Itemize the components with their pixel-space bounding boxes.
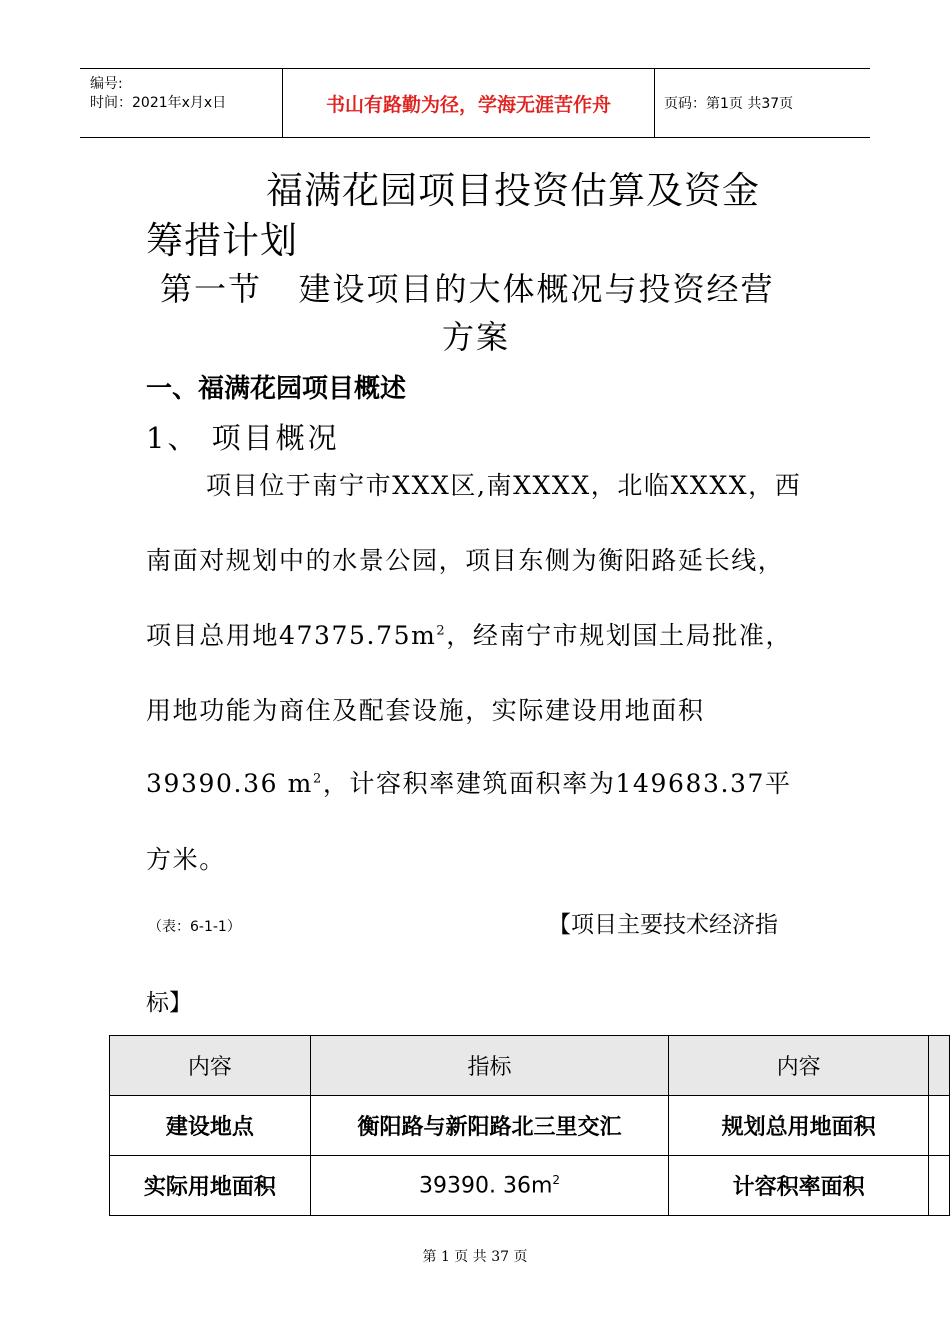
table-header-row bbox=[110, 1036, 950, 1096]
body-line-3-text: 项目总用地47375.75m bbox=[146, 621, 437, 650]
body-line-4: 用地功能为商住及配套设施，实际建设用地面积 bbox=[146, 696, 705, 725]
table-cell bbox=[929, 1096, 950, 1156]
body-line-6: 方米。 bbox=[146, 845, 226, 874]
superscript: 2 bbox=[312, 771, 323, 787]
indicators-table bbox=[109, 1035, 950, 1216]
table-cell bbox=[929, 1156, 950, 1216]
table-cell: 建设地点 bbox=[110, 1096, 311, 1156]
table-number: （表：6-1-1） bbox=[148, 919, 241, 935]
section-heading-line1: 第一节 建设项目的大体概况与投资经营 bbox=[160, 270, 775, 308]
header-meta bbox=[80, 69, 283, 137]
header-cell: 内容 bbox=[110, 1036, 311, 1096]
header-cell: 指标 bbox=[310, 1036, 669, 1096]
document-title-line1: 福满花园项目投资估算及资金 bbox=[266, 169, 760, 212]
table-cell: 规划总用地面积 bbox=[669, 1096, 929, 1156]
table-row bbox=[110, 1096, 950, 1156]
table-cell: 实际用地面积 bbox=[110, 1156, 311, 1216]
body-line-3-text-b: ，经南宁市规划国土局批准， bbox=[446, 621, 793, 650]
body-line-3 bbox=[146, 616, 792, 652]
number-label: 编号: bbox=[90, 76, 123, 92]
table-title-part1: 【项目主要技术经济指 bbox=[548, 912, 778, 938]
table-title-part2: 标】 bbox=[146, 990, 192, 1016]
document-title-line2: 筹措计划 bbox=[146, 219, 298, 262]
page-header bbox=[80, 68, 870, 138]
page-footer: 第 1 页 共 37 页 bbox=[422, 1249, 528, 1265]
body-line-5-text: 39390.36 m bbox=[146, 769, 313, 798]
body-line-2: 南面对规划中的水景公园，项目东侧为衡阳路延长线， bbox=[146, 546, 785, 575]
section-heading-line2: 方案 bbox=[442, 318, 511, 356]
header-motto: 书山有路勤为径，学海无涯苦作舟 bbox=[283, 69, 655, 137]
body-line-5 bbox=[146, 764, 792, 800]
table-cell: 计容积率面积 bbox=[669, 1156, 929, 1216]
table-cell-value: 39390. 36m bbox=[419, 1173, 553, 1199]
header-page-info: 页码：第1页 共37页 bbox=[664, 96, 794, 112]
header-cell bbox=[929, 1036, 950, 1096]
table-cell: 衡阳路与新阳路北三里交汇 bbox=[310, 1096, 669, 1156]
table-row bbox=[110, 1156, 950, 1216]
item-heading: 1、 项目概况 bbox=[146, 421, 340, 455]
superscript: 2 bbox=[552, 1172, 561, 1187]
superscript: 2 bbox=[436, 623, 447, 639]
body-line-1: 项目位于南宁市XXX区,南XXXX，北临XXXX，西 bbox=[206, 471, 802, 500]
header-cell: 内容 bbox=[669, 1036, 929, 1096]
body-line-5-text-b: ，计容积率建筑面积率为149683.37平 bbox=[322, 769, 792, 798]
subsection-heading: 一、福满花园项目概述 bbox=[146, 374, 407, 404]
time-label: 时间：2021年x月x日 bbox=[90, 95, 227, 111]
table-cell bbox=[310, 1156, 669, 1216]
